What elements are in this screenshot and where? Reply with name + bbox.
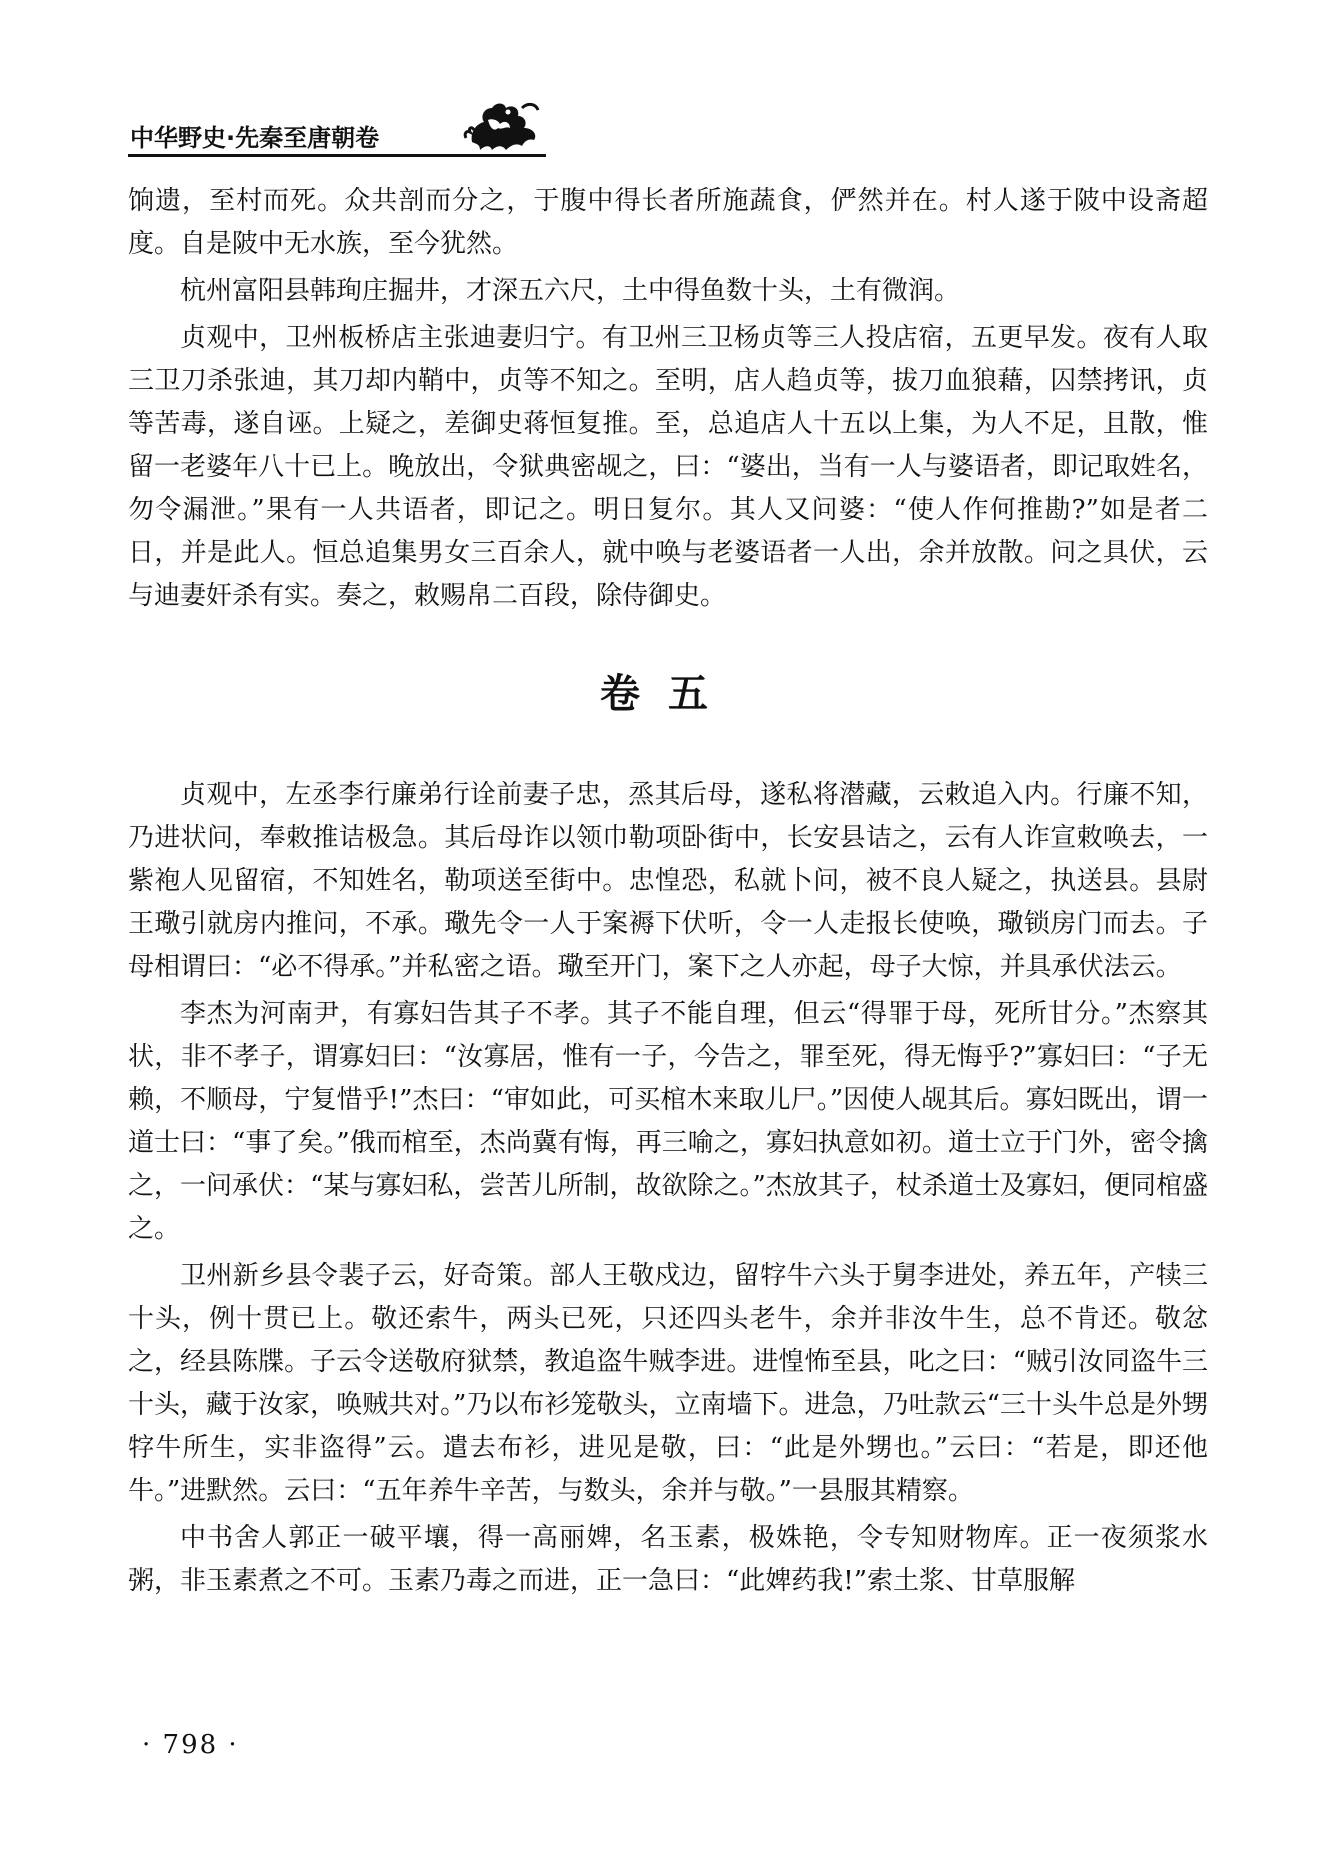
page-body bbox=[128, 180, 1208, 1607]
paragraph: 杭州富阳县韩珣庄掘井，才深五六尺，土中得鱼数十头，土有微润。 bbox=[180, 276, 961, 306]
dragon-icon bbox=[462, 98, 544, 154]
book-title: 中华野史·先秦至唐朝卷 bbox=[130, 124, 380, 152]
paragraph: 卫州新乡县令裴子云，好奇策。部人王敬戍边，留牸牛六头于舅李进处，养五年，产犊三十头，例十贯已上。敬还索牛，两头已死，只还四头老牛，余并非汝牛生，总不肯还。敬忿之，经县陈牒。子云令送敬府狱禁，教追盗牛贼李进。进惶怖至县，叱之曰：“贼引汝同盗牛三十头，藏于汝家，唤贼共对。”乃以布衫笼敬头，立南墙下。进急，乃吐款云“三十头牛总是外甥牸牛所生，实非盗得”云。遣去布衫，进见是敬，曰：“此是外甥也。”云曰：“若是，即还他牛。”进默然。云曰：“五年养牛辛苦，与数头，余并与敬。”一县服其精察。 bbox=[128, 1261, 1208, 1506]
page-number: · 798 · bbox=[142, 1730, 239, 1760]
paragraph: 中书舍人郭正一破平壤，得一高丽婢，名玉素，极姝艳，令专知财物库。正一夜须浆水粥，非玉素煮之不可。玉素乃毒之而进，正一急曰：“此婢药我!”索土浆、甘草服解 bbox=[128, 1523, 1208, 1596]
paragraph: 贞观中，左丞李行廉弟行诠前妻子忠，烝其后母，遂私将潜藏，云敕追入内。行廉不知，乃进状问，奉敕推诘极急。其后母诈以领巾勒项卧街中，长安县诘之，云有人诈宣敕唤去，一紫袍人见留宿，不知姓名，勒项送至街中。忠惶恐，私就卜问，被不良人疑之，执送县。县尉王璥引就房内推问，不承。璥先令一人于案褥下伏听，令一人走报长使唤，璥锁房门而去。子母相谓曰：“必不得承。”并私密之语。璥至开门，案下之人亦起，母子大惊，并具承伏法云。 bbox=[128, 780, 1208, 982]
paragraph: 贞观中，卫州板桥店主张迪妻归宁。有卫州三卫杨贞等三人投店宿，五更早发。夜有人取三卫刀杀张迪，其刀却内鞘中，贞等不知之。至明，店人趋贞等，拔刀血狼藉，囚禁拷讯，贞等苦毒，遂自诬。上疑之，差御史蒋恒复推。至，总追店人十五以上集，为人不足，且散，惟留一老婆年八十已上。晚放出，令狱典密觇之，曰：“婆出，当有一人与婆语者，即记取姓名，勿令漏泄。”果有一人共语者，即记之。明日复尔。其人又问婆：“使人作何推勘?”如是者二日，并是此人。恒总追集男女三百余人，就中唤与老婆语者一人出，余并放散。问之具伏，云与迪妻奸杀有实。奏之，敕赐帛二百段，除侍御史。 bbox=[128, 323, 1208, 611]
running-header bbox=[128, 98, 546, 156]
paragraph: 李杰为河南尹，有寡妇告其子不孝。其子不能自理，但云“得罪于母，死所甘分。”杰察其状，非不孝子，谓寡妇曰：“汝寡居，惟有一子，今告之，罪至死，得无悔乎?”寡妇曰：“子无赖，不顺母，宁复惜乎!”杰曰：“审如此，可买棺木来取儿尸。”因使人觇其后。寡妇既出，谓一道士曰：“事了矣。”俄而棺至，杰尚冀有悔，再三喻之，寡妇执意如初。道士立于门外，密令擒之，一问承伏：“某与寡妇私，尝苦儿所制，故欲除之。”杰放其子，杖杀道士及寡妇，便同棺盛之。 bbox=[128, 999, 1208, 1244]
section-title: 卷五 bbox=[600, 671, 736, 717]
paragraph: 饷遗，至村而死。众共剖而分之，于腹中得长者所施蔬食，俨然并在。村人遂于陂中设斋超度。自是陂中无水族，至今犹然。 bbox=[128, 186, 1208, 259]
header-rule bbox=[128, 154, 546, 157]
